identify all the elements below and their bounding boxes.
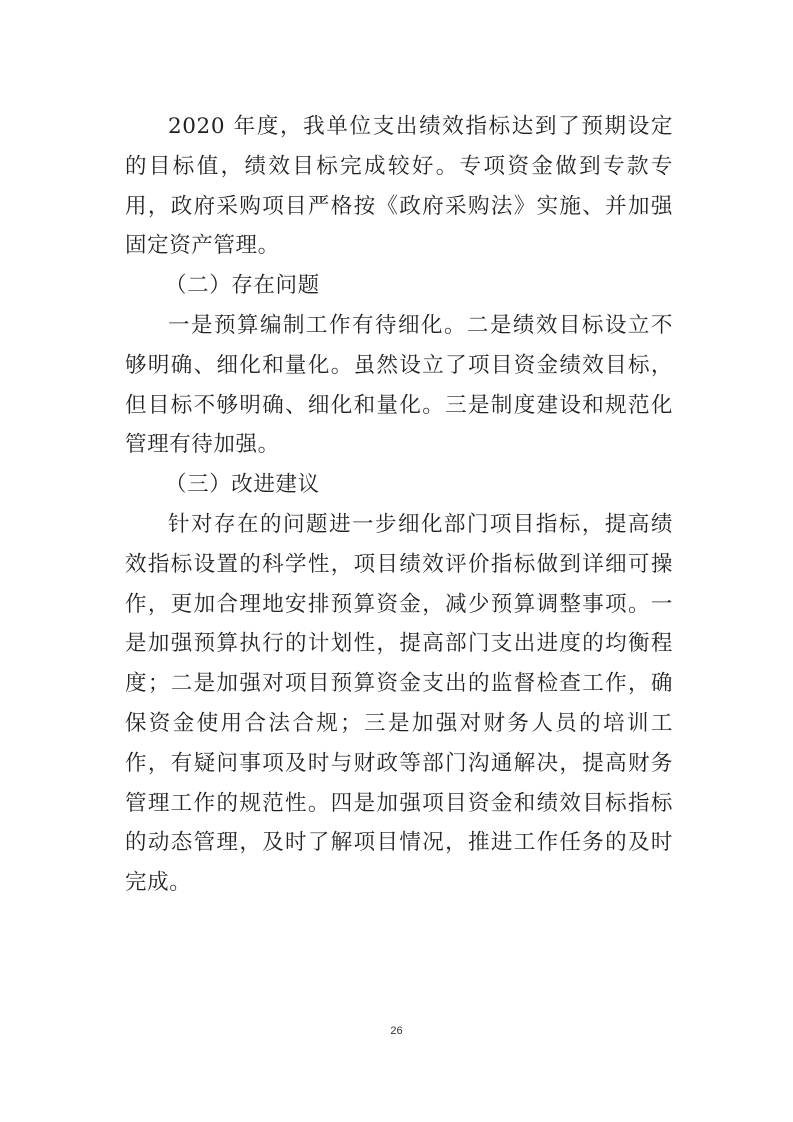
document-body: [125, 107, 673, 903]
problems-heading: （二）存在问题: [165, 273, 320, 299]
suggestions-paragraph: 针对存在的问题进一步细化部门项目指标，提高绩效指标设置的科学性，项目绩效评价指标做到详细可操作，更加合理地安排预算资金，减少预算调整事项。一是加强预算执行的计划性，提高部门支出进度的均衡程度；二是加强对项目预算资金支出的监督检查工作，确保资金使用合法合规；三是加强对财务人员的培训工作，有疑问事项及时与财政等部门沟通解决，提高财务管理工作的规范性。四是加强项目资金和绩效目标指标的动态管理，及时了解项目情况，推进工作任务的及时完成。: [125, 511, 673, 896]
summary-paragraph: 2020 年度，我单位支出绩效指标达到了预期设定的目标值，绩效目标完成较好。专项资金做到专款专用，政府采购项目严格按《政府采购法》实施、并加强固定资产管理。: [125, 114, 673, 259]
suggestions-heading: （三）改进建议: [165, 472, 320, 498]
page-number: 26: [390, 1025, 403, 1037]
problems-paragraph: 一是预算编制工作有待细化。二是绩效目标设立不够明确、细化和量化。虽然设立了项目资金绩效目标，但目标不够明确、细化和量化。三是制度建设和规范化管理有待加强。: [125, 312, 673, 458]
